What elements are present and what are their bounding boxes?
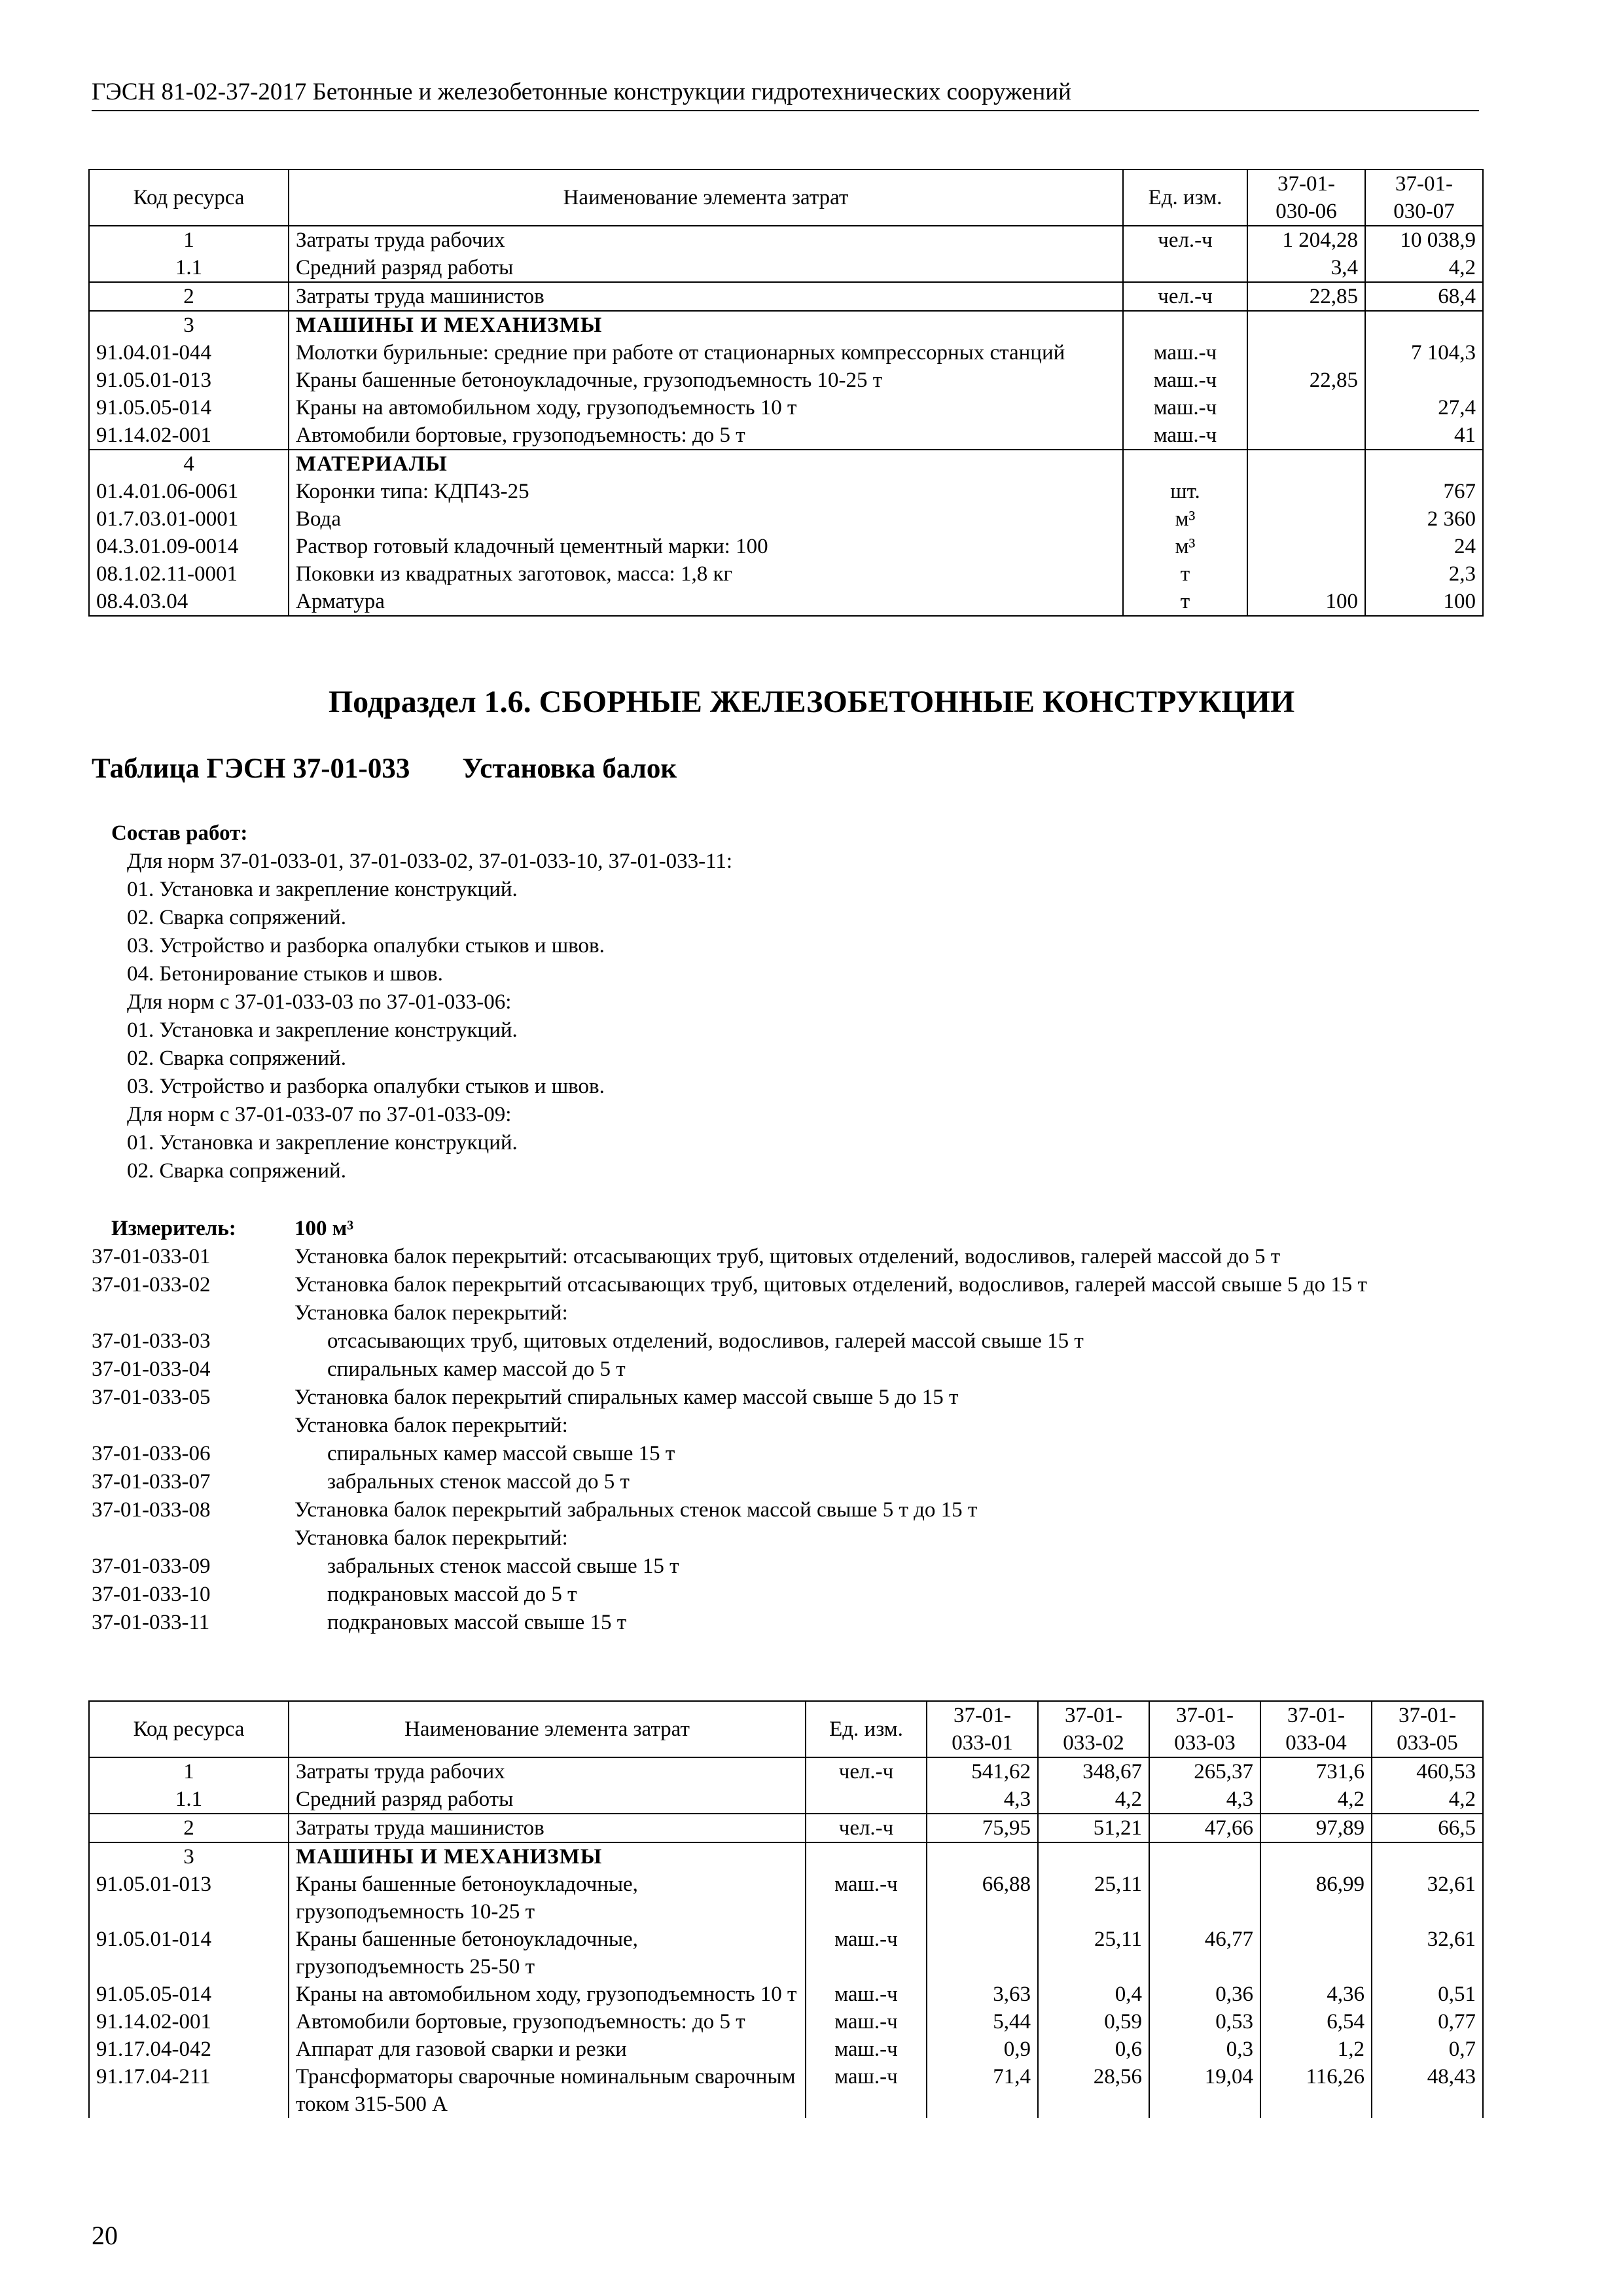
- value-cell: 767: [1365, 478, 1483, 505]
- value-cell: 0,3: [1149, 2036, 1260, 2063]
- value-cell: 71,4: [927, 2063, 1038, 2118]
- resource-code-cell: 01.4.01.06-0061: [89, 478, 289, 505]
- table-row: [89, 1871, 1483, 1926]
- resource-code-cell: 1: [89, 226, 289, 254]
- value-cell: [1365, 367, 1483, 394]
- resource-code-cell: 91.05.05-014: [89, 1981, 289, 2008]
- resource-code-cell: 08.1.02.11-0001: [89, 560, 289, 588]
- value-cell: 46,77: [1149, 1926, 1260, 1981]
- col-norm-header: 37-01- 030-06: [1247, 170, 1365, 226]
- value-cell: 116,26: [1260, 2063, 1372, 2118]
- table-row: [89, 422, 1483, 450]
- value-cell: [1247, 450, 1365, 478]
- table-name: Установка балок: [462, 753, 677, 784]
- value-cell: 32,61: [1372, 1926, 1483, 1981]
- value-cell: 0,4: [1038, 1981, 1149, 2008]
- resource-code-cell: 91.14.02-001: [89, 2008, 289, 2036]
- table-header-row: [89, 170, 1483, 226]
- resource-code-cell: 91.14.02-001: [89, 422, 289, 450]
- value-cell: 3,4: [1247, 254, 1365, 282]
- resource-name-cell: Затраты труда рабочих: [289, 1757, 806, 1785]
- col-name-header: Наименование элемента затрат: [289, 170, 1123, 226]
- value-cell: 27,4: [1365, 394, 1483, 422]
- work-item: 01. Установка и закрепление конструкций.: [127, 878, 518, 901]
- value-cell: 32,61: [1372, 1871, 1483, 1926]
- value-cell: [927, 1926, 1038, 1981]
- value-cell: 19,04: [1149, 2063, 1260, 2118]
- unit-cell: маш.-ч: [1123, 339, 1247, 367]
- table-row: [89, 1842, 1483, 1871]
- norm-list: [92, 1243, 1486, 1637]
- resource-name-cell: МАШИНЫ И МЕХАНИЗМЫ: [289, 1842, 806, 1871]
- resource-name-cell: Затраты труда машинистов: [289, 1814, 806, 1842]
- resource-code-cell: 91.05.01-013: [89, 367, 289, 394]
- unit-cell: [1123, 254, 1247, 282]
- norm-item: [92, 1299, 1486, 1327]
- work-composition: [111, 819, 732, 1185]
- table-row: [89, 311, 1483, 339]
- unit-cell: чел.-ч: [806, 1814, 927, 1842]
- value-cell: 0,7: [1372, 2036, 1483, 2063]
- work-item: 02. Сварка сопряжений.: [127, 1159, 346, 1183]
- value-cell: 2 360: [1365, 505, 1483, 533]
- resource-name-cell: Трансформаторы сварочные номинальным сварочным током 315-500 А: [289, 2063, 806, 2118]
- unit-cell: м³: [1123, 505, 1247, 533]
- value-cell: 4,2: [1372, 1785, 1483, 1814]
- resource-name-cell: Вода: [289, 505, 1123, 533]
- norm-description: Установка балок перекрытий отсасывающих труб, щитовых отделений, водосливов, галерей массой свыше 5 до 15 т: [294, 1273, 1367, 1297]
- resource-code-cell: 01.7.03.01-0001: [89, 505, 289, 533]
- norm-item: [92, 1243, 1486, 1271]
- table-body: [89, 226, 1483, 616]
- value-cell: [1372, 1842, 1483, 1871]
- value-cell: 0,9: [927, 2036, 1038, 2063]
- norm-code: 37-01-033-07: [92, 1470, 211, 1494]
- unit-cell: чел.-ч: [1123, 282, 1247, 311]
- resource-code-cell: 2: [89, 282, 289, 311]
- unit-cell: маш.-ч: [1123, 367, 1247, 394]
- value-cell: [1365, 450, 1483, 478]
- norm-item: [92, 1496, 1486, 1524]
- value-cell: 25,11: [1038, 1871, 1149, 1926]
- value-cell: 28,56: [1038, 2063, 1149, 2118]
- norm-description: Установка балок перекрытий:: [294, 1414, 568, 1437]
- value-cell: 97,89: [1260, 1814, 1372, 1842]
- col-unit-header: Ед. изм.: [806, 1701, 927, 1757]
- resource-code-cell: 3: [89, 1842, 289, 1871]
- norm-code: [92, 1412, 294, 1440]
- norm-code: [92, 1524, 294, 1552]
- resource-code-cell: 4: [89, 450, 289, 478]
- value-cell: [1149, 1842, 1260, 1871]
- value-cell: 5,44: [927, 2008, 1038, 2036]
- value-cell: 4,2: [1260, 1785, 1372, 1814]
- value-cell: 0,53: [1149, 2008, 1260, 2036]
- value-cell: 3,63: [927, 1981, 1038, 2008]
- resource-code-cell: 1.1: [89, 1785, 289, 1814]
- resource-code-cell: 91.17.04-211: [89, 2063, 289, 2118]
- value-cell: 0,6: [1038, 2036, 1149, 2063]
- value-cell: 348,67: [1038, 1757, 1149, 1785]
- page-number: 20: [92, 2221, 118, 2250]
- value-cell: [1247, 394, 1365, 422]
- table-row: [89, 339, 1483, 367]
- value-cell: 75,95: [927, 1814, 1038, 1842]
- norm-item: [92, 1355, 1486, 1384]
- value-cell: 51,21: [1038, 1814, 1149, 1842]
- norm-code: 37-01-033-11: [92, 1611, 210, 1634]
- col-norm-header: 37-01- 033-05: [1372, 1701, 1483, 1757]
- value-cell: [1149, 1871, 1260, 1926]
- work-item: 03. Устройство и разборка опалубки стыков и швов.: [127, 934, 605, 958]
- unit-cell: маш.-ч: [806, 1981, 927, 2008]
- value-cell: 1,2: [1260, 2036, 1372, 2063]
- norm-code: [92, 1299, 294, 1327]
- table-header-row: [89, 1701, 1483, 1757]
- table-row: [89, 226, 1483, 254]
- table-row: [89, 1785, 1483, 1814]
- value-cell: 24: [1365, 533, 1483, 560]
- value-cell: 2,3: [1365, 560, 1483, 588]
- col-code-header: Код ресурса: [89, 1701, 289, 1757]
- unit-cell: маш.-ч: [806, 1871, 927, 1926]
- norm-code: 37-01-033-01: [92, 1245, 211, 1268]
- resource-code-cell: 2: [89, 1814, 289, 1842]
- measure-value: 100 м³: [294, 1217, 354, 1240]
- norm-item: [92, 1468, 1486, 1496]
- resource-name-cell: Краны на автомобильном ходу, грузоподъемность 10 т: [289, 1981, 806, 2008]
- work-composition-title: Состав работ:: [111, 821, 248, 845]
- unit-cell: чел.-ч: [806, 1757, 927, 1785]
- table-row: [89, 1981, 1483, 2008]
- resource-name-cell: Краны башенные бетоноукладочные, грузоподъемность 25-50 т: [289, 1926, 806, 1981]
- norm-item: [92, 1524, 1486, 1552]
- value-cell: 4,3: [927, 1785, 1038, 1814]
- resource-name-cell: Раствор готовый кладочный цементный марки: 100: [289, 533, 1123, 560]
- col-unit-header: Ед. изм.: [1123, 170, 1247, 226]
- value-cell: 0,59: [1038, 2008, 1149, 2036]
- value-cell: 100: [1365, 588, 1483, 616]
- unit-cell: маш.-ч: [806, 2063, 927, 2118]
- table-row: [89, 2008, 1483, 2036]
- norm-item: [92, 1271, 1486, 1299]
- resource-code-cell: 1.1: [89, 254, 289, 282]
- table-title: [92, 753, 677, 785]
- col-norm-header: 37-01- 033-03: [1149, 1701, 1260, 1757]
- norm-description: Установка балок перекрытий: отсасывающих труб, щитовых отделений, водосливов, галерей массой до 5 т: [294, 1245, 1281, 1268]
- value-cell: [1247, 339, 1365, 367]
- resource-code-cell: 91.05.05-014: [89, 394, 289, 422]
- resource-name-cell: МАШИНЫ И МЕХАНИЗМЫ: [289, 311, 1123, 339]
- table-row: [89, 450, 1483, 478]
- norm-code: 37-01-033-08: [92, 1498, 211, 1522]
- table-row: [89, 282, 1483, 311]
- norm-description: забральных стенок массой до 5 т: [327, 1470, 630, 1494]
- value-cell: 0,51: [1372, 1981, 1483, 2008]
- resource-name-cell: Затраты труда машинистов: [289, 282, 1123, 311]
- table-row: [89, 505, 1483, 533]
- work-item: Для норм с 37-01-033-07 по 37-01-033-09:: [127, 1103, 512, 1126]
- value-cell: 41: [1365, 422, 1483, 450]
- value-cell: 22,85: [1247, 367, 1365, 394]
- value-cell: [1365, 311, 1483, 339]
- value-cell: 68,4: [1365, 282, 1483, 311]
- unit-cell: маш.-ч: [806, 1926, 927, 1981]
- table-row: [89, 367, 1483, 394]
- resource-name-cell: Средний разряд работы: [289, 1785, 806, 1814]
- table-row: [89, 478, 1483, 505]
- norm-description: Установка балок перекрытий спиральных камер массой свыше 5 до 15 т: [294, 1386, 959, 1409]
- value-cell: [1247, 533, 1365, 560]
- value-cell: 7 104,3: [1365, 339, 1483, 367]
- resource-name-cell: Автомобили бортовые, грузоподъемность: до 5 т: [289, 2008, 806, 2036]
- value-cell: 265,37: [1149, 1757, 1260, 1785]
- value-cell: 6,54: [1260, 2008, 1372, 2036]
- unit-cell: [1123, 311, 1247, 339]
- resource-code-cell: 1: [89, 1757, 289, 1785]
- resource-code-cell: 91.04.01-044: [89, 339, 289, 367]
- resource-table-033: [88, 1700, 1484, 2118]
- resource-name-cell: Затраты труда рабочих: [289, 226, 1123, 254]
- norm-description: Установка балок перекрытий:: [294, 1526, 568, 1550]
- value-cell: 48,43: [1372, 2063, 1483, 2118]
- work-item: Для норм с 37-01-033-03 по 37-01-033-06:: [127, 990, 512, 1014]
- value-cell: 86,99: [1260, 1871, 1372, 1926]
- col-norm-header: 37-01- 033-04: [1260, 1701, 1372, 1757]
- value-cell: 66,5: [1372, 1814, 1483, 1842]
- col-norm-header: 37-01- 033-01: [927, 1701, 1038, 1757]
- resource-code-cell: 04.3.01.09-0014: [89, 533, 289, 560]
- value-cell: 22,85: [1247, 282, 1365, 311]
- resource-name-cell: Краны на автомобильном ходу, грузоподъемность 10 т: [289, 394, 1123, 422]
- norm-code: 37-01-033-05: [92, 1386, 211, 1409]
- norm-description: Установка балок перекрытий забральных стенок массой свыше 5 т до 15 т: [294, 1498, 978, 1522]
- value-cell: 4,2: [1365, 254, 1483, 282]
- unit-cell: [1123, 450, 1247, 478]
- value-cell: 731,6: [1260, 1757, 1372, 1785]
- norm-description: забральных стенок массой свыше 15 т: [327, 1554, 679, 1578]
- norm-code: 37-01-033-03: [92, 1329, 211, 1353]
- work-item: 01. Установка и закрепление конструкций.: [127, 1131, 518, 1155]
- value-cell: [1247, 505, 1365, 533]
- table-row: [89, 560, 1483, 588]
- resource-name-cell: Поковки из квадратных заготовок, масса: 1,8 кг: [289, 560, 1123, 588]
- resource-name-cell: Средний разряд работы: [289, 254, 1123, 282]
- table-row: [89, 2063, 1483, 2118]
- norm-item: [92, 1552, 1486, 1581]
- resource-name-cell: МАТЕРИАЛЫ: [289, 450, 1123, 478]
- running-header: ГЭСН 81-02-37-2017 Бетонные и железобетонные конструкции гидротехнических сооружений: [92, 77, 1479, 111]
- unit-cell: шт.: [1123, 478, 1247, 505]
- value-cell: [1247, 311, 1365, 339]
- work-item: 01. Установка и закрепление конструкций.: [127, 1018, 518, 1042]
- unit-cell: т: [1123, 560, 1247, 588]
- table-body: [89, 1757, 1483, 2118]
- value-cell: [927, 1842, 1038, 1871]
- unit-cell: маш.-ч: [806, 2036, 927, 2063]
- work-item: 03. Устройство и разборка опалубки стыков и швов.: [127, 1075, 605, 1098]
- table-row: [89, 1926, 1483, 1981]
- work-item: 04. Бетонирование стыков и швов.: [127, 962, 443, 986]
- resource-name-cell: Автомобили бортовые, грузоподъемность: до 5 т: [289, 422, 1123, 450]
- unit-cell: маш.-ч: [1123, 394, 1247, 422]
- resource-code-cell: 91.05.01-013: [89, 1871, 289, 1926]
- table-row: [89, 533, 1483, 560]
- measure-label: Измеритель:: [111, 1217, 236, 1240]
- value-cell: [1260, 1926, 1372, 1981]
- norm-item: [92, 1609, 1486, 1637]
- value-cell: 1 204,28: [1247, 226, 1365, 254]
- value-cell: [1038, 1842, 1149, 1871]
- norm-code: 37-01-033-02: [92, 1273, 211, 1297]
- value-cell: 4,3: [1149, 1785, 1260, 1814]
- resource-code-cell: 91.05.01-014: [89, 1926, 289, 1981]
- norm-description: спиральных камер массой свыше 15 т: [327, 1442, 675, 1465]
- table-row: [89, 2036, 1483, 2063]
- value-cell: 541,62: [927, 1757, 1038, 1785]
- subsection-title: Подраздел 1.6. СБОРНЫЕ ЖЕЛЕЗОБЕТОННЫЕ КОНСТРУКЦИИ: [328, 685, 1295, 719]
- norm-description: отсасывающих труб, щитовых отделений, водосливов, галерей массой свыше 15 т: [327, 1329, 1084, 1353]
- value-cell: [1260, 1842, 1372, 1871]
- value-cell: [1247, 422, 1365, 450]
- resource-name-cell: Краны башенные бетоноукладочные, грузоподъемность 10-25 т: [289, 367, 1123, 394]
- norm-description: подкрановых массой свыше 15 т: [327, 1611, 627, 1634]
- norm-item: [92, 1412, 1486, 1440]
- table-row: [89, 588, 1483, 616]
- resource-code-cell: 08.4.03.04: [89, 588, 289, 616]
- value-cell: 0,77: [1372, 2008, 1483, 2036]
- unit-cell: [806, 1785, 927, 1814]
- value-cell: 0,36: [1149, 1981, 1260, 2008]
- work-item: Для норм 37-01-033-01, 37-01-033-02, 37-01-033-10, 37-01-033-11:: [127, 850, 733, 873]
- unit-cell: [806, 1842, 927, 1871]
- table-number: Таблица ГЭСН 37-01-033: [92, 753, 410, 784]
- norm-code: 37-01-033-09: [92, 1554, 211, 1578]
- value-cell: [1247, 560, 1365, 588]
- norm-code: 37-01-033-04: [92, 1357, 211, 1381]
- value-cell: [1247, 478, 1365, 505]
- work-item: 02. Сварка сопряжений.: [127, 1047, 346, 1070]
- resource-code-cell: 3: [89, 311, 289, 339]
- col-code-header: Код ресурса: [89, 170, 289, 226]
- table-row: [89, 254, 1483, 282]
- table-row: [89, 394, 1483, 422]
- resource-name-cell: Коронки типа: КДП43-25: [289, 478, 1123, 505]
- norm-description: Установка балок перекрытий:: [294, 1301, 568, 1325]
- norm-item: [92, 1581, 1486, 1609]
- norm-code: 37-01-033-10: [92, 1583, 211, 1606]
- resource-table-030: [88, 169, 1484, 617]
- norm-code: 37-01-033-06: [92, 1442, 211, 1465]
- unit-cell: маш.-ч: [806, 2008, 927, 2036]
- value-cell: 100: [1247, 588, 1365, 616]
- value-cell: 4,36: [1260, 1981, 1372, 2008]
- unit-cell: м³: [1123, 533, 1247, 560]
- measure-section: [92, 1215, 1486, 1637]
- measure-row: [92, 1215, 1486, 1243]
- unit-cell: чел.-ч: [1123, 226, 1247, 254]
- norm-item: [92, 1440, 1486, 1468]
- col-norm-header: 37-01- 030-07: [1365, 170, 1483, 226]
- unit-cell: т: [1123, 588, 1247, 616]
- resource-name-cell: Молотки бурильные: средние при работе от стационарных компрессорных станций: [289, 339, 1123, 367]
- col-name-header: Наименование элемента затрат: [289, 1701, 806, 1757]
- value-cell: 10 038,9: [1365, 226, 1483, 254]
- resource-code-cell: 91.17.04-042: [89, 2036, 289, 2063]
- value-cell: 47,66: [1149, 1814, 1260, 1842]
- table-row: [89, 1757, 1483, 1785]
- norm-description: подкрановых массой до 5 т: [327, 1583, 577, 1606]
- work-item: 02. Сварка сопряжений.: [127, 906, 346, 929]
- work-composition-list: [111, 848, 732, 1185]
- norm-item: [92, 1327, 1486, 1355]
- norm-description: спиральных камер массой до 5 т: [327, 1357, 626, 1381]
- col-norm-header: 37-01- 033-02: [1038, 1701, 1149, 1757]
- norm-item: [92, 1384, 1486, 1412]
- resource-name-cell: Аппарат для газовой сварки и резки: [289, 2036, 806, 2063]
- unit-cell: маш.-ч: [1123, 422, 1247, 450]
- resource-name-cell: Краны башенные бетоноукладочные, грузоподъемность 10-25 т: [289, 1871, 806, 1926]
- value-cell: 66,88: [927, 1871, 1038, 1926]
- table-row: [89, 1814, 1483, 1842]
- resource-name-cell: Арматура: [289, 588, 1123, 616]
- value-cell: 25,11: [1038, 1926, 1149, 1981]
- value-cell: 4,2: [1038, 1785, 1149, 1814]
- value-cell: 460,53: [1372, 1757, 1483, 1785]
